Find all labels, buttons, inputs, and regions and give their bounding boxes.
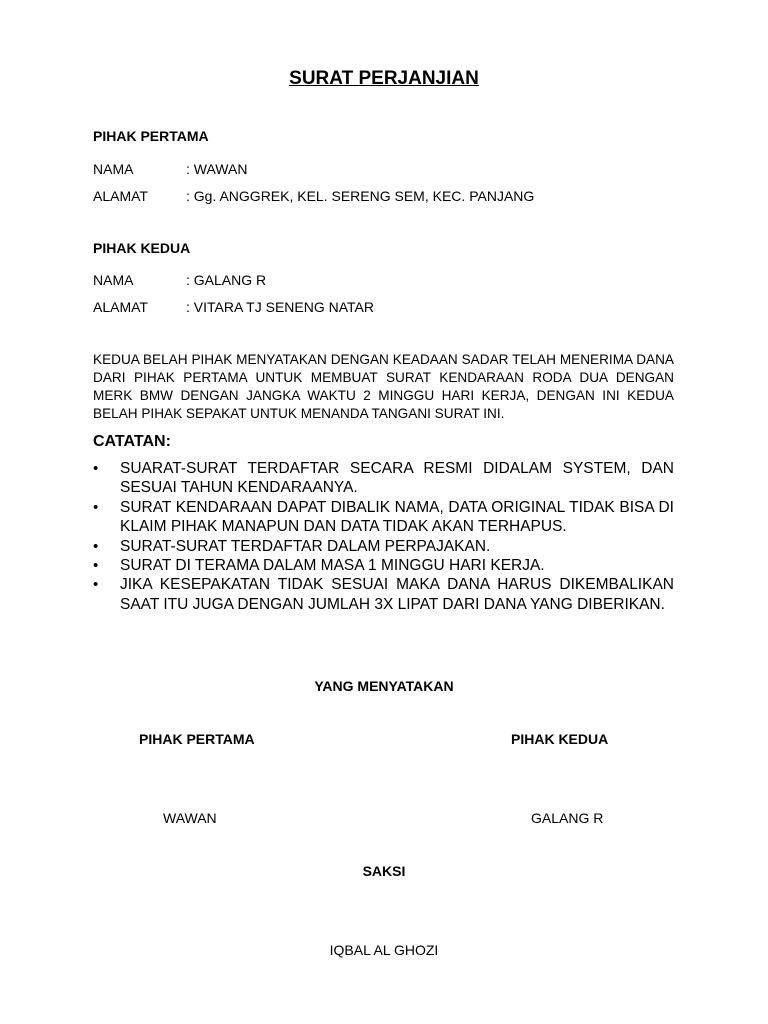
saksi-name: IQBAL AL GHOZI xyxy=(329,942,439,958)
list-item-text: SURAT DI TERAMA DALAM MASA 1 MINGGU HARI KERJA. xyxy=(120,557,545,575)
yang-menyatakan-heading: YANG MENYATAKAN xyxy=(314,678,454,694)
pihak-kedua-heading: PIHAK KEDUA xyxy=(93,240,191,256)
list-item xyxy=(93,459,674,498)
pihak-pertama-alamat-label: ALAMAT xyxy=(93,188,148,204)
signature-pihak-pertama-name: WAWAN xyxy=(163,810,217,826)
document-title: SURAT PERJANJIAN xyxy=(289,68,479,89)
list-item-text: JIKA KESEPAKATAN TIDAK SESUAI MAKA DANA HARUS DIKEMBALIKAN SAAT ITU JUGA DENGAN JUMLAH 3X LIPAT DARI DANA YANG DIBERIKAN. xyxy=(120,576,674,613)
pihak-kedua-nama-label: NAMA xyxy=(93,272,134,288)
signature-pihak-kedua-name: GALANG R xyxy=(531,810,604,826)
pihak-kedua-alamat-label: ALAMAT xyxy=(93,299,148,315)
pihak-pertama-nama-value: : WAWAN xyxy=(186,161,248,177)
bullet-icon: • xyxy=(93,576,99,594)
bullet-icon: • xyxy=(93,537,99,555)
list-item xyxy=(93,575,674,614)
pihak-pertama-heading: PIHAK PERTAMA xyxy=(93,128,209,144)
list-item xyxy=(93,498,674,537)
pihak-pertama-nama-label: NAMA xyxy=(93,161,134,177)
list-item xyxy=(93,556,674,575)
pihak-kedua-alamat-value: : VITARA TJ SENENG NATAR xyxy=(186,299,374,315)
saksi-heading: SAKSI xyxy=(362,863,406,879)
bullet-icon: • xyxy=(93,460,99,477)
signature-pihak-pertama-heading: PIHAK PERTAMA xyxy=(139,731,255,747)
bullet-icon: • xyxy=(93,557,99,575)
pihak-kedua-nama-value: : GALANG R xyxy=(186,272,267,288)
catatan-list xyxy=(93,459,674,614)
list-item-text: SURAT KENDARAAN DAPAT DIBALIK NAMA, DATA ORIGINAL TIDAK BISA DI KLAIM PIHAK MANAPUN DAN DATA TIDAK AKAN TERHAPUS. xyxy=(120,498,674,536)
list-item-text: SUARAT-SURAT TERDAFTAR SECARA RESMI DIDALAM SYSTEM, DAN SESUAI TAHUN KENDARAANYA. xyxy=(120,460,674,497)
statement-paragraph: KEDUA BELAH PIHAK MENYATAKAN DENGAN KEADAAN SADAR TELAH MENERIMA DANA DARI PIHAK PERTAMA UNTUK MEMBUAT SURAT KENDARAAN RODA DUA DENGAN MERK BMW DENGAN JANGKA WAKTU 2 MINGGU HARI KERJA, DENGAN INI KEDUA BELAH PIHAK SEPAKAT UNTUK MENANDA TANGANI SURAT INI. xyxy=(93,352,674,421)
pihak-pertama-alamat-value: : Gg. ANGGREK, KEL. SERENG SEM, KEC. PANJANG xyxy=(186,188,535,204)
bullet-icon: • xyxy=(93,498,99,516)
signature-pihak-kedua-heading: PIHAK KEDUA xyxy=(511,731,609,747)
catatan-heading: CATATAN: xyxy=(93,433,171,450)
list-item-text: SURAT-SURAT TERDAFTAR DALAM PERPAJAKAN. xyxy=(120,537,491,555)
list-item xyxy=(93,537,674,556)
